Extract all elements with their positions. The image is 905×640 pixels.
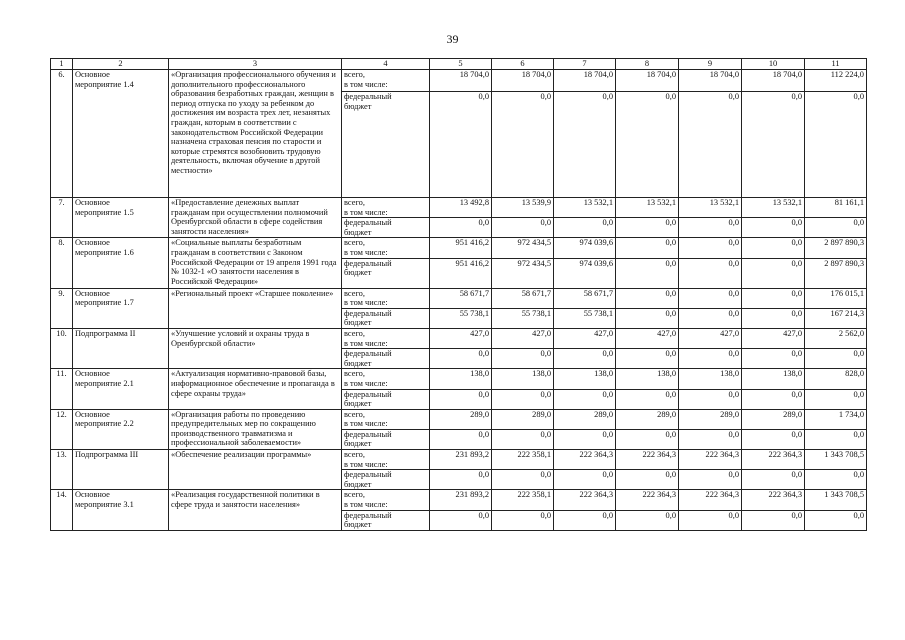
- amount-federal-col-9: 0,0: [679, 308, 742, 328]
- program-name: Основное мероприятие 1.5: [73, 198, 169, 238]
- column-header: 4: [342, 59, 430, 70]
- column-header: 8: [616, 59, 679, 70]
- amount-federal-col-7: 0,0: [554, 218, 616, 238]
- amount-federal-col-10: 0,0: [742, 92, 805, 198]
- amount-total-col-10: 222 364,3: [742, 450, 805, 470]
- amount-federal-col-7: 0,0: [554, 470, 616, 490]
- amount-federal-col-8: 0,0: [616, 92, 679, 198]
- amount-federal-col-9: 0,0: [679, 92, 742, 198]
- table-row: [51, 490, 867, 510]
- table-row: [51, 450, 867, 470]
- row-number: 7.: [51, 198, 73, 238]
- funding-type-federal: федеральный бюджет: [342, 389, 430, 409]
- amount-federal-col-11: 0,0: [805, 429, 867, 449]
- amount-federal-col-11: 167 214,3: [805, 308, 867, 328]
- budget-table: [50, 58, 867, 531]
- amount-total-col-7: 289,0: [554, 409, 616, 429]
- amount-total-col-11: 112 224,0: [805, 70, 867, 92]
- program-description: «Реализация государственной политики в сфере труда и занятости населения»: [169, 490, 342, 530]
- funding-type-federal: федеральный бюджет: [342, 510, 430, 530]
- amount-federal-col-7: 0,0: [554, 429, 616, 449]
- column-header: 6: [492, 59, 554, 70]
- amount-federal-col-8: 0,0: [616, 389, 679, 409]
- amount-federal-col-5: 0,0: [430, 510, 492, 530]
- amount-total-col-9: 222 364,3: [679, 490, 742, 510]
- amount-total-col-10: 427,0: [742, 328, 805, 348]
- amount-total-col-9: 0,0: [679, 238, 742, 258]
- column-header: 5: [430, 59, 492, 70]
- funding-type-total: всего, в том числе:: [342, 198, 430, 218]
- column-header: 9: [679, 59, 742, 70]
- program-description: «Региональный проект «Старшее поколение»: [169, 288, 342, 328]
- row-number: 11.: [51, 369, 73, 409]
- amount-total-col-9: 13 532,1: [679, 198, 742, 218]
- amount-total-col-10: 0,0: [742, 238, 805, 258]
- row-number: 8.: [51, 238, 73, 288]
- amount-total-col-11: 1 343 708,5: [805, 490, 867, 510]
- table-row: [51, 328, 867, 348]
- amount-total-col-6: 289,0: [492, 409, 554, 429]
- row-number: 9.: [51, 288, 73, 328]
- column-header: 10: [742, 59, 805, 70]
- amount-total-col-11: 81 161,1: [805, 198, 867, 218]
- column-header: 2: [73, 59, 169, 70]
- amount-total-col-9: 427,0: [679, 328, 742, 348]
- amount-federal-col-11: 0,0: [805, 470, 867, 490]
- funding-type-federal: федеральный бюджет: [342, 218, 430, 238]
- row-number: 13.: [51, 450, 73, 490]
- amount-federal-col-5: 0,0: [430, 349, 492, 369]
- program-name: Основное мероприятие 2.1: [73, 369, 169, 409]
- funding-type-federal: федеральный бюджет: [342, 470, 430, 490]
- amount-total-col-11: 1 734,0: [805, 409, 867, 429]
- amount-total-col-11: 2 562,0: [805, 328, 867, 348]
- amount-federal-col-10: 0,0: [742, 258, 805, 288]
- amount-federal-col-10: 0,0: [742, 349, 805, 369]
- amount-total-col-8: 289,0: [616, 409, 679, 429]
- funding-type-federal: федеральный бюджет: [342, 258, 430, 288]
- amount-federal-col-11: 0,0: [805, 510, 867, 530]
- amount-total-col-9: 18 704,0: [679, 70, 742, 92]
- amount-federal-col-7: 0,0: [554, 349, 616, 369]
- column-header: 3: [169, 59, 342, 70]
- amount-federal-col-5: 0,0: [430, 218, 492, 238]
- funding-type-federal: федеральный бюджет: [342, 349, 430, 369]
- amount-federal-col-8: 0,0: [616, 349, 679, 369]
- amount-total-col-8: 138,0: [616, 369, 679, 389]
- amount-total-col-8: 427,0: [616, 328, 679, 348]
- amount-federal-col-6: 0,0: [492, 429, 554, 449]
- amount-federal-col-6: 972 434,5: [492, 258, 554, 288]
- amount-federal-col-10: 0,0: [742, 470, 805, 490]
- funding-type-total: всего, в том числе:: [342, 369, 430, 389]
- amount-federal-col-7: 0,0: [554, 510, 616, 530]
- amount-federal-col-11: 0,0: [805, 389, 867, 409]
- amount-total-col-5: 951 416,2: [430, 238, 492, 258]
- amount-federal-col-5: 951 416,2: [430, 258, 492, 288]
- program-name: Основное мероприятие 1.6: [73, 238, 169, 288]
- program-name: Подпрограмма II: [73, 328, 169, 368]
- amount-total-col-7: 13 532,1: [554, 198, 616, 218]
- program-description: «Предоставление денежных выплат гражданам при осуществлении полномочий Оренбургской области в сфере содействия занятости населения»: [169, 198, 342, 238]
- amount-federal-col-6: 0,0: [492, 510, 554, 530]
- amount-federal-col-7: 0,0: [554, 389, 616, 409]
- amount-federal-col-9: 0,0: [679, 429, 742, 449]
- column-header: 1: [51, 59, 73, 70]
- amount-total-col-10: 222 364,3: [742, 490, 805, 510]
- funding-type-federal: федеральный бюджет: [342, 429, 430, 449]
- amount-federal-col-5: 0,0: [430, 92, 492, 198]
- amount-total-col-6: 138,0: [492, 369, 554, 389]
- amount-federal-col-5: 0,0: [430, 389, 492, 409]
- program-description: «Организация работы по проведению предупредительных мер по сокращению производственного травматизма и профессиональной заболеваемости»: [169, 409, 342, 449]
- amount-total-col-5: 58 671,7: [430, 288, 492, 308]
- amount-total-col-7: 138,0: [554, 369, 616, 389]
- amount-total-col-7: 222 364,3: [554, 450, 616, 470]
- amount-total-col-10: 13 532,1: [742, 198, 805, 218]
- amount-total-col-5: 231 893,2: [430, 450, 492, 470]
- amount-total-col-5: 427,0: [430, 328, 492, 348]
- amount-federal-col-9: 0,0: [679, 258, 742, 288]
- amount-total-col-9: 289,0: [679, 409, 742, 429]
- amount-total-col-6: 58 671,7: [492, 288, 554, 308]
- amount-total-col-9: 0,0: [679, 288, 742, 308]
- amount-total-col-7: 222 364,3: [554, 490, 616, 510]
- amount-federal-col-7: 974 039,6: [554, 258, 616, 288]
- amount-total-col-7: 427,0: [554, 328, 616, 348]
- amount-federal-col-8: 0,0: [616, 308, 679, 328]
- program-name: Подпрограмма III: [73, 450, 169, 490]
- funding-type-total: всего, в том числе:: [342, 288, 430, 308]
- amount-federal-col-10: 0,0: [742, 389, 805, 409]
- amount-federal-col-11: 0,0: [805, 218, 867, 238]
- amount-federal-col-8: 0,0: [616, 429, 679, 449]
- amount-federal-col-10: 0,0: [742, 429, 805, 449]
- amount-federal-col-10: 0,0: [742, 510, 805, 530]
- program-name: Основное мероприятие 1.7: [73, 288, 169, 328]
- funding-type-total: всего, в том числе:: [342, 238, 430, 258]
- funding-type-total: всего, в том числе:: [342, 490, 430, 510]
- amount-total-col-11: 176 015,1: [805, 288, 867, 308]
- amount-federal-col-6: 0,0: [492, 218, 554, 238]
- funding-type-total: всего, в том числе:: [342, 328, 430, 348]
- amount-total-col-5: 138,0: [430, 369, 492, 389]
- amount-federal-col-5: 0,0: [430, 429, 492, 449]
- amount-total-col-5: 231 893,2: [430, 490, 492, 510]
- amount-federal-col-6: 0,0: [492, 389, 554, 409]
- column-header: 11: [805, 59, 867, 70]
- table-row: [51, 198, 867, 218]
- funding-type-total: всего, в том числе:: [342, 409, 430, 429]
- program-name: Основное мероприятие 1.4: [73, 70, 169, 198]
- amount-federal-col-6: 55 738,1: [492, 308, 554, 328]
- amount-total-col-6: 427,0: [492, 328, 554, 348]
- amount-total-col-8: 0,0: [616, 288, 679, 308]
- amount-federal-col-9: 0,0: [679, 470, 742, 490]
- amount-federal-col-5: 55 738,1: [430, 308, 492, 328]
- row-number: 12.: [51, 409, 73, 449]
- amount-total-col-8: 222 364,3: [616, 450, 679, 470]
- table-row: [51, 70, 867, 92]
- amount-total-col-10: 0,0: [742, 288, 805, 308]
- program-name: Основное мероприятие 3.1: [73, 490, 169, 530]
- amount-total-col-7: 58 671,7: [554, 288, 616, 308]
- amount-total-col-8: 13 532,1: [616, 198, 679, 218]
- funding-type-total: всего, в том числе:: [342, 450, 430, 470]
- amount-federal-col-8: 0,0: [616, 258, 679, 288]
- table-row: [51, 238, 867, 258]
- amount-total-col-6: 222 358,1: [492, 450, 554, 470]
- column-header: 7: [554, 59, 616, 70]
- row-number: 6.: [51, 70, 73, 198]
- amount-federal-col-7: 0,0: [554, 92, 616, 198]
- program-description: «Обеспечение реализации программы»: [169, 450, 342, 490]
- amount-total-col-7: 974 039,6: [554, 238, 616, 258]
- amount-total-col-7: 18 704,0: [554, 70, 616, 92]
- page-number: 39: [446, 32, 459, 46]
- table-row: [51, 288, 867, 308]
- amount-total-col-8: 222 364,3: [616, 490, 679, 510]
- amount-federal-col-6: 0,0: [492, 92, 554, 198]
- amount-federal-col-11: 0,0: [805, 349, 867, 369]
- row-number: 14.: [51, 490, 73, 530]
- amount-federal-col-8: 0,0: [616, 218, 679, 238]
- row-number: 10.: [51, 328, 73, 368]
- table-header-row: [51, 59, 867, 70]
- funding-type-federal: федеральный бюджет: [342, 92, 430, 198]
- amount-total-col-5: 289,0: [430, 409, 492, 429]
- amount-federal-col-10: 0,0: [742, 308, 805, 328]
- amount-total-col-9: 138,0: [679, 369, 742, 389]
- amount-federal-col-11: 2 897 890,3: [805, 258, 867, 288]
- amount-total-col-11: 828,0: [805, 369, 867, 389]
- amount-federal-col-9: 0,0: [679, 349, 742, 369]
- amount-federal-col-5: 0,0: [430, 470, 492, 490]
- amount-total-col-10: 289,0: [742, 409, 805, 429]
- amount-total-col-6: 972 434,5: [492, 238, 554, 258]
- amount-total-col-11: 1 343 708,5: [805, 450, 867, 470]
- program-description: «Улучшение условий и охраны труда в Оренбургской области»: [169, 328, 342, 368]
- amount-federal-col-6: 0,0: [492, 349, 554, 369]
- amount-federal-col-11: 0,0: [805, 92, 867, 198]
- amount-federal-col-10: 0,0: [742, 218, 805, 238]
- amount-total-col-9: 222 364,3: [679, 450, 742, 470]
- amount-total-col-8: 18 704,0: [616, 70, 679, 92]
- amount-federal-col-9: 0,0: [679, 218, 742, 238]
- funding-type-federal: федеральный бюджет: [342, 308, 430, 328]
- amount-total-col-10: 138,0: [742, 369, 805, 389]
- amount-total-col-5: 13 492,8: [430, 198, 492, 218]
- program-description: «Актуализация нормативно-правовой базы, информационное обеспечение и пропаганда в сфере охраны труда»: [169, 369, 342, 409]
- amount-total-col-6: 18 704,0: [492, 70, 554, 92]
- amount-federal-col-8: 0,0: [616, 470, 679, 490]
- amount-total-col-5: 18 704,0: [430, 70, 492, 92]
- table-row: [51, 369, 867, 389]
- amount-federal-col-7: 55 738,1: [554, 308, 616, 328]
- amount-federal-col-8: 0,0: [616, 510, 679, 530]
- program-description: «Организация профессионального обучения и дополнительного профессионального образования безработных граждан, женщин в период отпуска по уходу за ребенком до достижения им возраста трех лет, незанятых граждан, которым в соответствии с законодательством Российской Федерации назначена страховая пенсия по старости и которые стремятся возобновить трудовую деятельность, включая обучение в другой местности»: [169, 70, 342, 198]
- amount-federal-col-9: 0,0: [679, 510, 742, 530]
- program-description: «Социальные выплаты безработным гражданам в соответствии с Законом Российской Федерации от 19 апреля 1991 года № 1032-1 «О занятости населения в Российской Федерации»: [169, 238, 342, 288]
- amount-total-col-6: 13 539,9: [492, 198, 554, 218]
- funding-type-total: всего, в том числе:: [342, 70, 430, 92]
- table-row: [51, 409, 867, 429]
- amount-total-col-8: 0,0: [616, 238, 679, 258]
- amount-federal-col-6: 0,0: [492, 470, 554, 490]
- program-name: Основное мероприятие 2.2: [73, 409, 169, 449]
- amount-federal-col-9: 0,0: [679, 389, 742, 409]
- amount-total-col-11: 2 897 890,3: [805, 238, 867, 258]
- amount-total-col-6: 222 358,1: [492, 490, 554, 510]
- amount-total-col-10: 18 704,0: [742, 70, 805, 92]
